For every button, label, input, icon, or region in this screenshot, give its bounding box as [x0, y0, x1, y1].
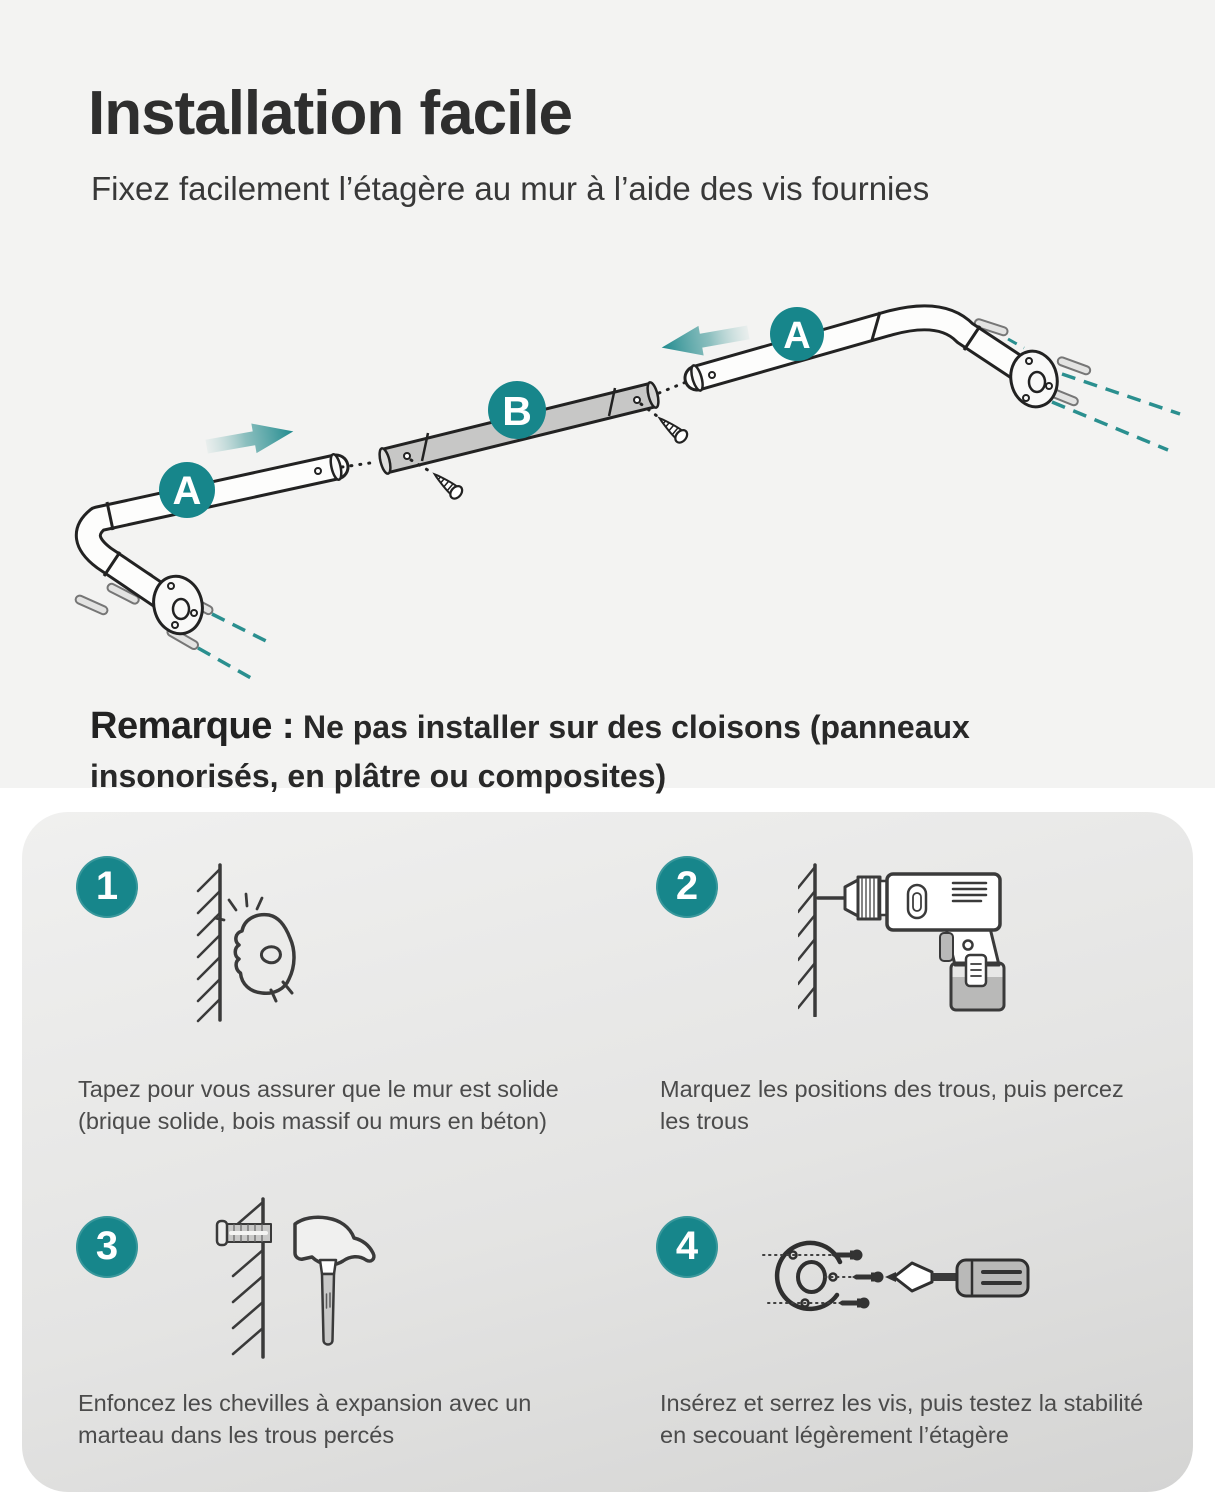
part-a-label: A: [783, 315, 811, 357]
step-1-caption: Tapez pour vous assurer que le mur est solide (brique solide, bois massif ou murs en béton): [78, 1076, 559, 1134]
page-subtitle: Fixez facilement l’étagère au mur à l’aide des vis fournies: [91, 170, 930, 207]
part-a-badge-left: [159, 462, 215, 518]
step-1-number: 1: [76, 856, 138, 918]
part-b-label: B: [502, 388, 532, 434]
step-4-caption: Insérez et serrez les vis, puis testez la stabilité en secouant légèrement l’étagère: [660, 1390, 1144, 1448]
screw-icon: [430, 469, 464, 501]
part-a-badge-right: [770, 307, 824, 361]
arrow-right-icon: [204, 417, 296, 462]
step-2-number: 2: [656, 856, 718, 918]
pipe-a-left: [88, 453, 343, 604]
assembly-diagram-icon: [0, 238, 1215, 708]
note-text: Ne pas installer sur des cloisons (panneaux insonorisés, en plâtre ou composites): [90, 709, 970, 794]
knock-wall-icon: [194, 860, 310, 1024]
part-a-label: A: [172, 469, 202, 513]
screw-icon: [655, 413, 689, 445]
step-3-caption: Enfoncez les chevilles à expansion avec un marteau dans les trous percés: [78, 1390, 532, 1448]
step-4-number: 4: [656, 1216, 718, 1278]
note: [90, 700, 1165, 799]
part-b-badge: [488, 381, 546, 439]
step-3-number: 3: [76, 1216, 138, 1278]
hammer-anchor-icon: [212, 1192, 384, 1360]
pipe-a-right: [689, 312, 1018, 392]
steps-panel: [22, 812, 1193, 1492]
step-2-caption: Marquez les positions des trous, puis percez les trous: [660, 1076, 1124, 1134]
flange-screwdriver-icon: [760, 1232, 1040, 1322]
drill-icon: [798, 857, 1010, 1017]
note-label: Remarque :: [90, 705, 295, 747]
page-title: Installation facile: [88, 79, 573, 148]
